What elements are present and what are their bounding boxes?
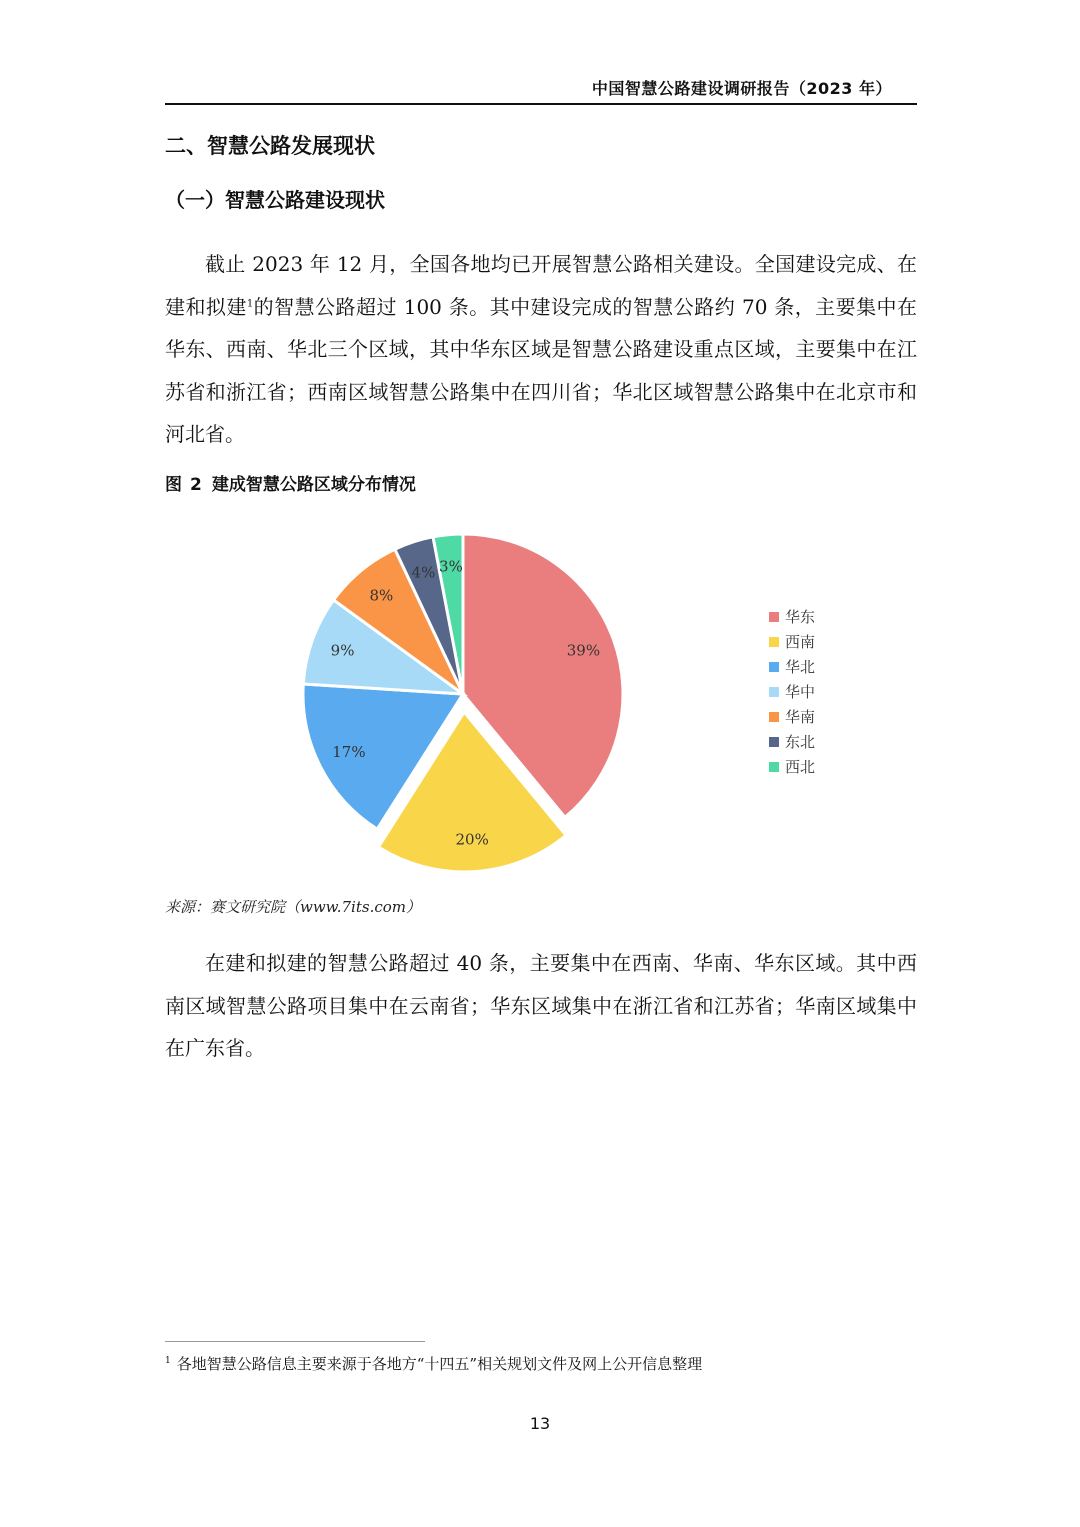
legend-swatch-3 xyxy=(769,662,779,672)
legend-swatch-7 xyxy=(769,762,779,772)
legend-label-2: 西南 xyxy=(785,633,816,651)
pie-data-label-2: 20% xyxy=(455,830,489,849)
pie-data-label-3: 17% xyxy=(332,743,366,762)
region-distribution-pie-chart xyxy=(280,520,860,880)
legend-swatch-6 xyxy=(769,737,779,747)
pie-data-label-7: 3% xyxy=(439,557,463,576)
paragraph-text-part2: 的智慧公路超过 100 条。其中建设完成的智慧公路约 70 条，主要集中在华东、西南、华北三个区域，其中华东区域是智慧公路建设重点区域，主要集中在江苏省和浙江省；西南区域智慧公路集中在四川省；华北区域智慧公路集中在北京市和河北省。 xyxy=(165,294,917,446)
figure-label: 图 xyxy=(165,475,182,495)
legend-swatch-2 xyxy=(769,637,779,647)
footnote-reference[interactable]: 1 xyxy=(246,297,254,309)
pie-data-label-4: 9% xyxy=(330,641,355,660)
footnote-text: 各地智慧公路信息主要来源于各地方“十四五”相关规划文件及网上公开信息整理 xyxy=(176,1355,703,1373)
figure-source-note: 来源：赛文研究院（www.7its.com） xyxy=(165,898,421,916)
legend-label-6: 东北 xyxy=(785,733,816,751)
subsection-title: （一）智慧公路建设现状 xyxy=(165,188,385,212)
footnote-separator xyxy=(165,1341,425,1342)
paragraph-construction-status xyxy=(165,243,917,456)
report-header-title: 中国智慧公路建设调研报告（2023 年） xyxy=(591,79,892,98)
legend-swatch-4 xyxy=(769,687,779,697)
legend-label-7: 西北 xyxy=(785,758,816,776)
figure-caption xyxy=(165,470,416,495)
footnote xyxy=(165,1353,702,1374)
paragraph-planned-status: 在建和拟建的智慧公路超过 40 条，主要集中在西南、华南、华东区域。其中西南区域智慧公路项目集中在云南省；华东区域集中在浙江省和江苏省；华南区域集中在广东省。 xyxy=(165,951,917,1060)
legend-label-1: 华东 xyxy=(785,608,816,626)
header-rule xyxy=(165,103,917,105)
legend-label-3: 华北 xyxy=(785,658,816,676)
legend-swatch-5 xyxy=(769,712,779,722)
paragraph-text-part1: 截止 2023 年 12 月，全国各地均已开展智慧公路相关建设。全国建设完成、在建和拟建 xyxy=(165,252,917,319)
pie-data-label-5: 8% xyxy=(369,586,394,605)
footnote-mark: 1 xyxy=(165,1356,171,1366)
pie-data-label-1: 39% xyxy=(566,641,601,660)
figure-number: 2 xyxy=(190,475,202,495)
legend-swatch-1 xyxy=(769,612,779,622)
section-title: 二、智慧公路发展现状 xyxy=(165,134,375,158)
legend-label-5: 华南 xyxy=(785,708,816,726)
figure-title: 建成智慧公路区域分布情况 xyxy=(211,475,416,495)
legend-label-4: 华中 xyxy=(785,683,816,701)
page-number: 13 xyxy=(529,1414,551,1433)
pie-data-label-6: 4% xyxy=(411,563,436,582)
